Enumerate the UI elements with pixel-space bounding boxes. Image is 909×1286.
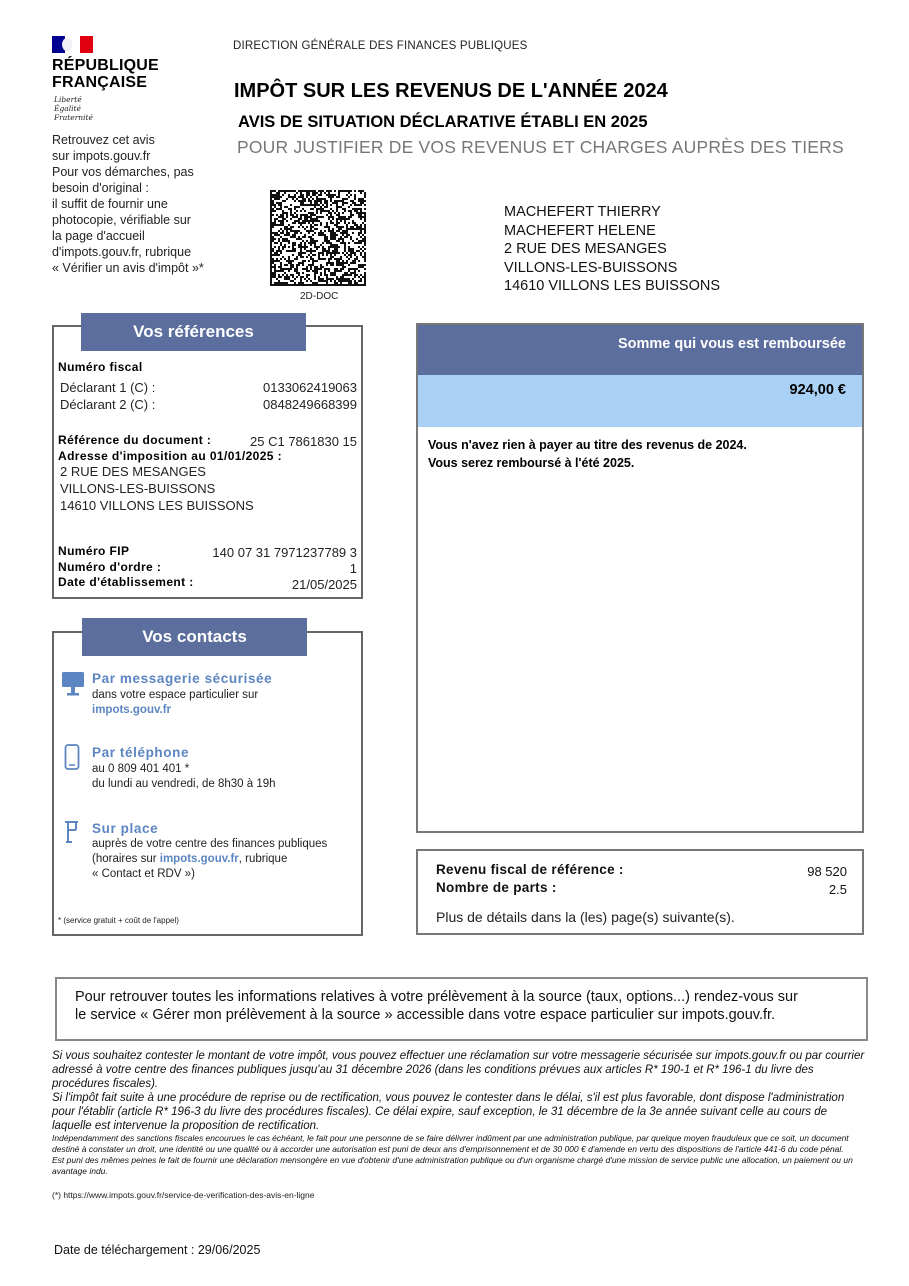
legal-fraud: Est puni des mêmes peines le fait de fournir une déclaration mensongère en vue d'obtenir d'une administration publique ou d'un organisme chargé d'une mission de service public une allocation, un paiement ou un avantage indu. — [52, 1155, 853, 1176]
legal-contest: Si vous souhaitez contester le montant de votre impôt, vous pouvez effectuer une réclamation sur votre messagerie sécurisée sur impots.gouv.fr ou par courrier adressé à votre centre des finances publiques jusqu'au 31 décembre 2026 (dans les conditions prévues aux articles R* 190-1 et R* 196-1 du livre des procédures fiscales). — [52, 1050, 865, 1090]
date-etablissement-value: 21/05/2025 — [291, 577, 357, 592]
2d-doc-label: 2D-DOC — [300, 291, 339, 302]
contact-telephone-title: Par téléphone — [92, 745, 190, 760]
date-etablissement-label: Date d'établissement : — [58, 575, 194, 589]
refund-amount: 924,00 € — [789, 382, 846, 398]
contacts-footnote: * (service gratuit + coût de l'appel) — [58, 916, 179, 925]
document-subtitle: AVIS DE SITUATION DÉCLARATIVE ÉTABLI EN 2025 — [238, 113, 648, 131]
declarant-1-label: Déclarant 1 (C) : — [60, 380, 156, 395]
fip-label: Numéro FIP — [58, 544, 130, 558]
contact-messagerie-text: dans votre espace particulier sur impots.gouv.fr — [92, 689, 259, 716]
declarant-2-number: 0848249668399 — [263, 397, 357, 412]
recipient-line: 14610 VILLONS LES BUISSONS — [504, 278, 720, 294]
summary-amount-bar — [418, 375, 862, 427]
contact-telephone-text: au 0 809 401 401 * du lundi au vendredi, de 8h30 à 19h — [92, 763, 276, 790]
parts-value: 2.5 — [828, 882, 847, 897]
fip-value: 140 07 31 7971237789 3 — [212, 545, 357, 560]
legal-sanctions: Indépendamment des sanctions fiscales encourues le cas échéant, le fait pour une personne de se faire délivrer indûment par une administration publique, par quelque moyen frauduleux que ce soit, un document destiné à constater un droit, une identité ou une qualité ou à accorder une autorisation est puni de deux ans d'emprisonnement et de 30 000 € d'amende en vertu des dispositions de l'article 441-6 du code pénal. — [52, 1133, 849, 1154]
contacts-heading: Vos contacts — [82, 618, 307, 656]
2d-doc-barcode — [270, 190, 366, 286]
recipient-address — [504, 203, 720, 296]
download-date: Date de téléchargement : 29/06/2025 — [54, 1243, 261, 1257]
summary-message: Vous n'avez rien à payer au titre des revenus de 2024. Vous serez remboursé à l'été 2025. — [428, 438, 747, 470]
rfr-label: Revenu fiscal de référence : — [436, 862, 624, 877]
ref-document-value: 25 C1 7861830 15 — [250, 434, 357, 449]
rfr-value: 98 520 — [807, 864, 847, 879]
declarant-2-label: Déclarant 2 (C) : — [60, 397, 156, 412]
impots-gouv-link[interactable]: impots.gouv.fr — [159, 853, 239, 865]
computer-icon — [61, 671, 85, 697]
contact-surplace-title: Sur place — [92, 821, 159, 836]
republique-francaise-logo: RÉPUBLIQUE FRANÇAISE — [52, 57, 159, 91]
adresse-imposition-label: Adresse d'imposition au 01/01/2025 : — [58, 449, 283, 463]
numero-fiscal-label: Numéro fiscal — [58, 360, 143, 374]
ref-document-label: Référence du document : — [58, 433, 212, 447]
document-title: IMPÔT SUR LES REVENUS DE L'ANNÉE 2024 — [234, 80, 668, 102]
marianne-flag-logo — [52, 36, 93, 53]
parts-label: Nombre de parts : — [436, 880, 557, 895]
recipient-line: 2 RUE DES MESANGES — [504, 241, 667, 257]
ordre-label: Numéro d'ordre : — [58, 560, 162, 574]
verification-note: Retrouvez cet avis sur impots.gouv.fr Pour vos démarches, pas besoin d'original : il suffit de fournir une photocopie, vérifiable sur la page d'accueil d'impots.gouv.fr, rubrique « Vérifier un avis d'impôt »* — [52, 133, 204, 275]
devise: Liberté Égalité Fraternité — [54, 95, 93, 122]
impots-gouv-link[interactable]: impots.gouv.fr — [92, 704, 172, 716]
direction-label: DIRECTION GÉNÉRALE DES FINANCES PUBLIQUES — [233, 40, 528, 52]
details-note: Plus de détails dans la (les) page(s) suivante(s). — [436, 909, 735, 925]
summary-heading: Somme qui vous est remboursée — [617, 336, 846, 352]
references-heading: Vos références — [81, 313, 306, 351]
legal-rectification: Si l'impôt fait suite à une procédure de reprise ou de rectification, vous pouvez le contester dans le délai, s'il est plus favorable, dont dispose l'administration pour l'établir (article R* 196-3 du livre des procédures fiscales). Ce délai expire, sauf exception, le 31 décembre de la 3e année suivant celle au cours de laquelle est intervenue la proposition de rectification. — [52, 1092, 845, 1132]
recipient-line: MACHEFERT HELENE — [504, 222, 656, 239]
adresse-imposition: 2 RUE DES MESANGES VILLONS-LES-BUISSONS 14610 VILLONS LES BUISSONS — [60, 464, 254, 513]
phone-icon — [64, 744, 80, 770]
recipient-line: MACHEFERT THIERRY — [504, 204, 661, 220]
contact-messagerie-title: Par messagerie sécurisée — [92, 671, 273, 686]
summary-heading-bar — [418, 325, 862, 375]
building-icon — [62, 819, 82, 845]
recipient-line: VILLONS-LES-BUISSONS — [504, 259, 678, 276]
document-purpose: POUR JUSTIFIER DE VOS REVENUS ET CHARGES AUPRÈS DES TIERS — [237, 137, 844, 157]
legal-notice — [52, 1049, 867, 1177]
declarant-1-number: 0133062419063 — [263, 380, 357, 395]
contact-surplace-text: auprès de votre centre des finances publiques (horaires sur impots.gouv.fr, rubrique « Contact et RDV ») — [92, 838, 328, 880]
ordre-value: 1 — [349, 561, 357, 576]
prelevement-text: Pour retrouver toutes les informations relatives à votre prélèvement à la source (taux, options...) rendez-vous sur le service « Gérer mon prélèvement à la source » accessible dans votre espace particulier sur impots.gouv.fr. — [75, 989, 798, 1023]
verification-url[interactable]: (*) https://www.impots.gouv.fr/service-de-verification-des-avis-en-ligne — [52, 1190, 315, 1200]
